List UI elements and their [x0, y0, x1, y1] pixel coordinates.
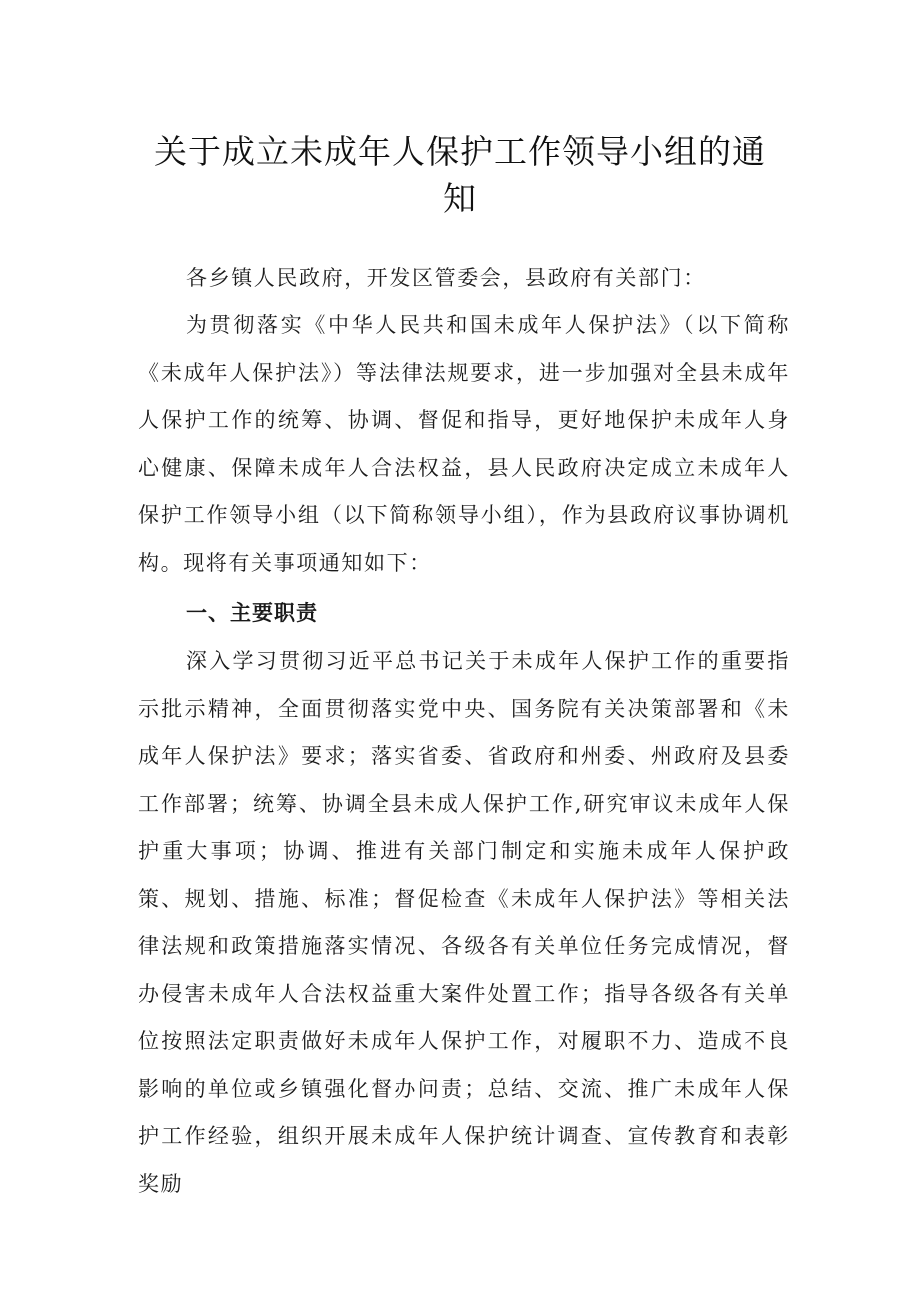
section-heading-main-duties: 一、主要职责	[186, 601, 318, 625]
intro-paragraph: 为贯彻落实《中华人民共和国未成年人保护法》（以下简称《未成年人保护法》）等法律法规要求，进一步加强对全县未成年人保护工作的统筹、协调、督促和指导，更好地保护未成年人身心健康、保障未成年人合法权益，县人民政府决定成立未成年人保护工作领导小组（以下简称领导小组），作为县政府议事协调机构。现将有关事项通知如下：	[138, 313, 790, 575]
document-title: 关于成立未成年人保护工作领导小组的通知	[154, 132, 766, 218]
duties-paragraph: 深入学习贯彻习近平总书记关于未成年人保护工作的重要指示批示精神，全面贯彻落实党中央、国务院有关决策部署和《未成年人保护法》要求；落实省委、省政府和州委、州政府及县委工作部署；统筹、协调全县未成人保护工作,研究审议未成年人保护重大事项；协调、推进有关部门制定和实施未成年人保护政策、规划、措施、标准；督促检查《未成年人保护法》等相关法律法规和政策措施落实情况、各级各有关单位任务完成情况，督办侵害未成年人合法权益重大案件处置工作；指导各级各有关单位按照法定职责做好未成年人保护工作，对履职不力、造成不良影响的单位或乡镇强化督办问责；总结、交流、推广未成年人保护工作经验，组织开展未成年人保护统计调查、宣传教育和表彰奖励	[138, 649, 790, 1196]
salutation: 各乡镇人民政府，开发区管委会，县政府有关部门：	[186, 266, 706, 290]
